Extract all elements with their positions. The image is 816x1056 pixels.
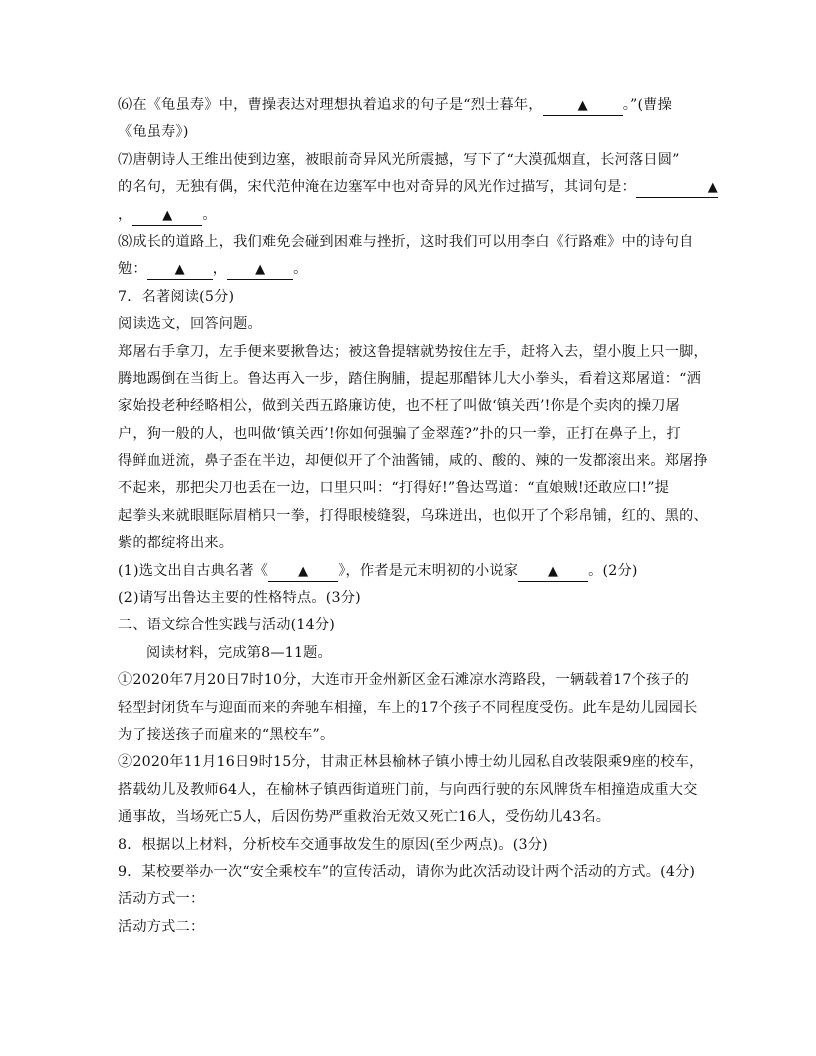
answer-blank[interactable] — [636, 178, 718, 198]
q7-line-3: ， ▲ 。 — [118, 202, 700, 229]
section-7-question-2: (2)请写出鲁达主要的性格特点。(3分) — [118, 590, 361, 607]
material-line: 为了接送孩子而雇来的“黑校车”。 — [118, 726, 335, 743]
section-7-question-1: (1)选文出自古典名著《 ▲ 》，作者是元末明初的小说家 ▲ 。(2分) — [118, 558, 700, 585]
question-9: 9．某校要举办一次“安全乘校车”的宣传活动，请你为此次活动设计两个活动的方式。(4分) — [118, 863, 696, 880]
q6-text: ⑹在《龟虽寿》中，曹操表达对理想执着追求的句子是“烈士暮年， — [118, 97, 543, 113]
answer-blank[interactable] — [543, 96, 623, 116]
reading-passage — [118, 339, 708, 558]
q7-line-2 — [118, 174, 718, 201]
answer-blank[interactable] — [227, 260, 293, 280]
section-7-instruction: 阅读选文，回答问题。 — [118, 316, 262, 333]
answer-blank[interactable] — [147, 260, 213, 280]
passage-line: 户，狗一般的人，也叫做‘镇关西’!你如何强骗了金翠莲?”扑的只一拳，正打在鼻子上，打 — [118, 425, 681, 442]
activity-way-2[interactable]: 活动方式二： — [118, 918, 205, 935]
activity-way-1[interactable]: 活动方式一： — [118, 891, 205, 908]
triangle-marker-icon: ▲ — [577, 98, 588, 113]
passage-line: 紫的都绽将出来。 — [118, 535, 234, 552]
passage-line: 得鲜血迸流，鼻子歪在半边，却便似开了个油酱铺，咸的、酸的、辣的一发都滚出来。郑屠挣 — [118, 453, 708, 470]
material-line: ①2020年7月20日7时10分，大连市开金州新区金石滩凉水湾路段，一辆载着17个孩子的 — [118, 672, 690, 689]
triangle-marker-icon: ▲ — [548, 563, 559, 579]
answer-blank[interactable] — [132, 206, 202, 226]
q7-text: 的名句，无独有偶，宋代范仲淹在边塞军中也对奇异的风光作过描写，其词句是： — [118, 179, 636, 196]
question-8: 8．根据以上材料，分析校车交通事故发生的原因(至少两点)。(3分) — [118, 836, 548, 853]
material-line: 轻型封闭货车与迎面而来的奔驰车相撞，车上的17个孩子不同程度受伤。此车是幼儿园园长 — [118, 699, 698, 716]
q6-text-end: 。”(曹操 — [622, 97, 672, 113]
q8-line-1: ⑻成长的道路上，我们难免会碰到困难与挫折，这时我们可以用李白《行路难》中的诗句自 — [118, 233, 694, 250]
part-2-instruction: 阅读材料，完成第8—11题。 — [146, 644, 332, 661]
material-line: 通事故，当场死亡5人，后因伤势严重救治无效又死亡16人，受伤幼儿43名。 — [118, 809, 611, 826]
q6-line-1 — [118, 92, 700, 119]
passage-line: 家始投老种经略相公，做到关西五路廉访使，也不枉了叫做‘镇关西’!你是个卖肉的操刀屠 — [118, 398, 681, 415]
triangle-marker-icon: ▲ — [298, 563, 309, 579]
answer-blank[interactable] — [268, 562, 338, 582]
part-2-title: 二、语文综合性实践与活动(14分) — [118, 617, 335, 634]
triangle-marker-icon: ▲ — [162, 207, 173, 223]
exam-page — [118, 92, 718, 941]
section-7-title: 7．名著阅读(5分) — [118, 288, 235, 305]
triangle-marker-icon: ▲ — [255, 262, 266, 278]
material-1 — [118, 667, 700, 749]
passage-line: 不起来，那把尖刀也丢在一边，口里只叫：“打得好!”鲁达骂道：“直娘贼!还敢应口!”提 — [118, 480, 670, 497]
passage-line: 腾地踢倒在当街上。鲁达再入一步，踏住胸脯，提起那醋钵儿大小拳头，看着这郑屠道：“洒 — [118, 370, 701, 387]
q8-line-2: 勉： ▲ ， ▲ 。 — [118, 256, 700, 283]
q7-line-1: ⑺唐朝诗人王维出使到边塞，被眼前奇异风光所震撼，写下了“大漠孤烟直，长河落日圆” — [118, 151, 680, 168]
material-line: 搭载幼儿及教师64人，在榆林子镇西街道班门前，与向西行驶的东风牌货车相撞造成重大交 — [118, 781, 698, 798]
answer-blank[interactable] — [518, 562, 588, 582]
material-2 — [118, 749, 704, 831]
triangle-marker-icon: ▲ — [707, 180, 718, 196]
material-line: ②2020年11月16日9时15分，甘肃正林县榆林子镇小博士幼儿园私自改装限乘9座的校车， — [118, 754, 704, 771]
triangle-marker-icon: ▲ — [174, 262, 185, 278]
passage-line: 郑屠右手拿刀，左手便来要揪鲁达；被这鲁提辖就势按住左手，赶将入去，望小腹上只一脚， — [118, 343, 708, 360]
q6-line-2: 《龟虽寿》) — [118, 124, 189, 141]
passage-line: 起拳头来就眼眶际眉梢只一拳，打得眼棱缝裂，乌珠迸出，也似开了个彩帛铺，红的、黑的、 — [118, 507, 708, 524]
